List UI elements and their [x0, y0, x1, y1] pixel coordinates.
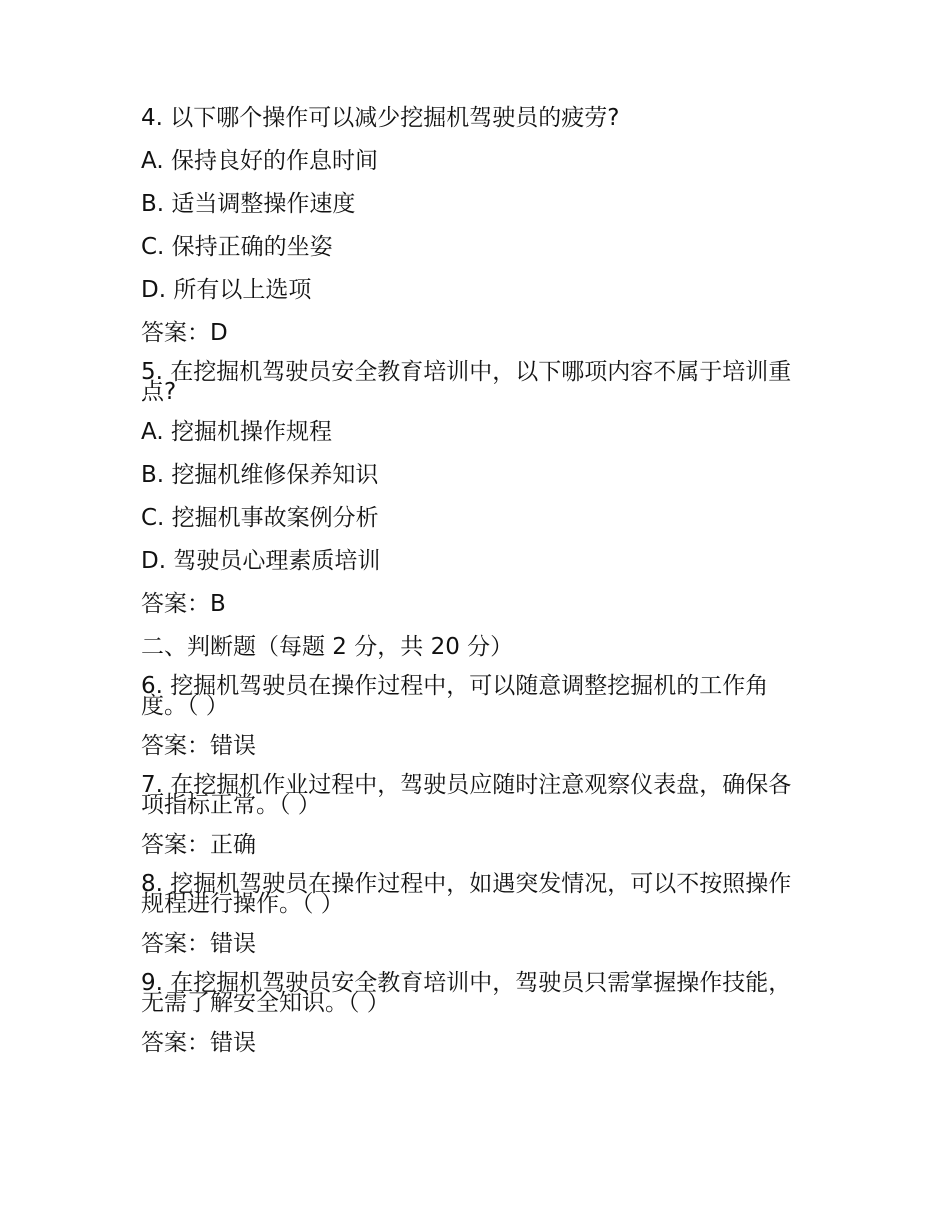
- q4-answer: 答案：D: [141, 320, 228, 346]
- question-5: 5. 在挖掘机驾驶员安全教育培训中，以下哪项内容不属于培训重点?: [141, 359, 792, 405]
- q4-option-a: A. 保持良好的作息时间: [141, 148, 378, 174]
- question-6: 6. 挖掘机驾驶员在操作过程中，可以随意调整挖掘机的工作角度。（ ）: [141, 673, 769, 719]
- q4-option-b: B. 适当调整操作速度: [141, 191, 356, 217]
- q5-option-a: A. 挖掘机操作规程: [141, 419, 332, 445]
- document-page: [141, 104, 801, 1072]
- q8-answer: 答案：错误: [141, 931, 256, 957]
- question-7: 7. 在挖掘机作业过程中，驾驶员应随时注意观察仪表盘，确保各项指标正常。（ ）: [141, 772, 792, 818]
- question-8: 8. 挖掘机驾驶员在操作过程中，如遇突发情况，可以不按照操作规程进行操作。（ ）: [141, 871, 792, 917]
- q5-option-c: C. 挖掘机事故案例分析: [141, 505, 379, 531]
- q5-option-d: D. 驾驶员心理素质培训: [141, 548, 381, 574]
- q4-option-c: C. 保持正确的坐姿: [141, 234, 333, 260]
- question-4: 4. 以下哪个操作可以减少挖掘机驾驶员的疲劳?: [141, 105, 620, 131]
- q7-answer: 答案：正确: [141, 832, 256, 858]
- question-9: 9. 在挖掘机驾驶员安全教育培训中，驾驶员只需掌握操作技能，无需了解安全知识。（ ）: [141, 970, 792, 1016]
- q6-answer: 答案：错误: [141, 733, 256, 759]
- section-2-heading: 二、判断题（每题 2 分，共 20 分）: [141, 634, 514, 660]
- q4-option-d: D. 所有以上选项: [141, 277, 312, 303]
- q5-option-b: B. 挖掘机维修保养知识: [141, 462, 379, 488]
- q5-answer: 答案：B: [141, 591, 226, 617]
- q9-answer: 答案：错误: [141, 1030, 256, 1056]
